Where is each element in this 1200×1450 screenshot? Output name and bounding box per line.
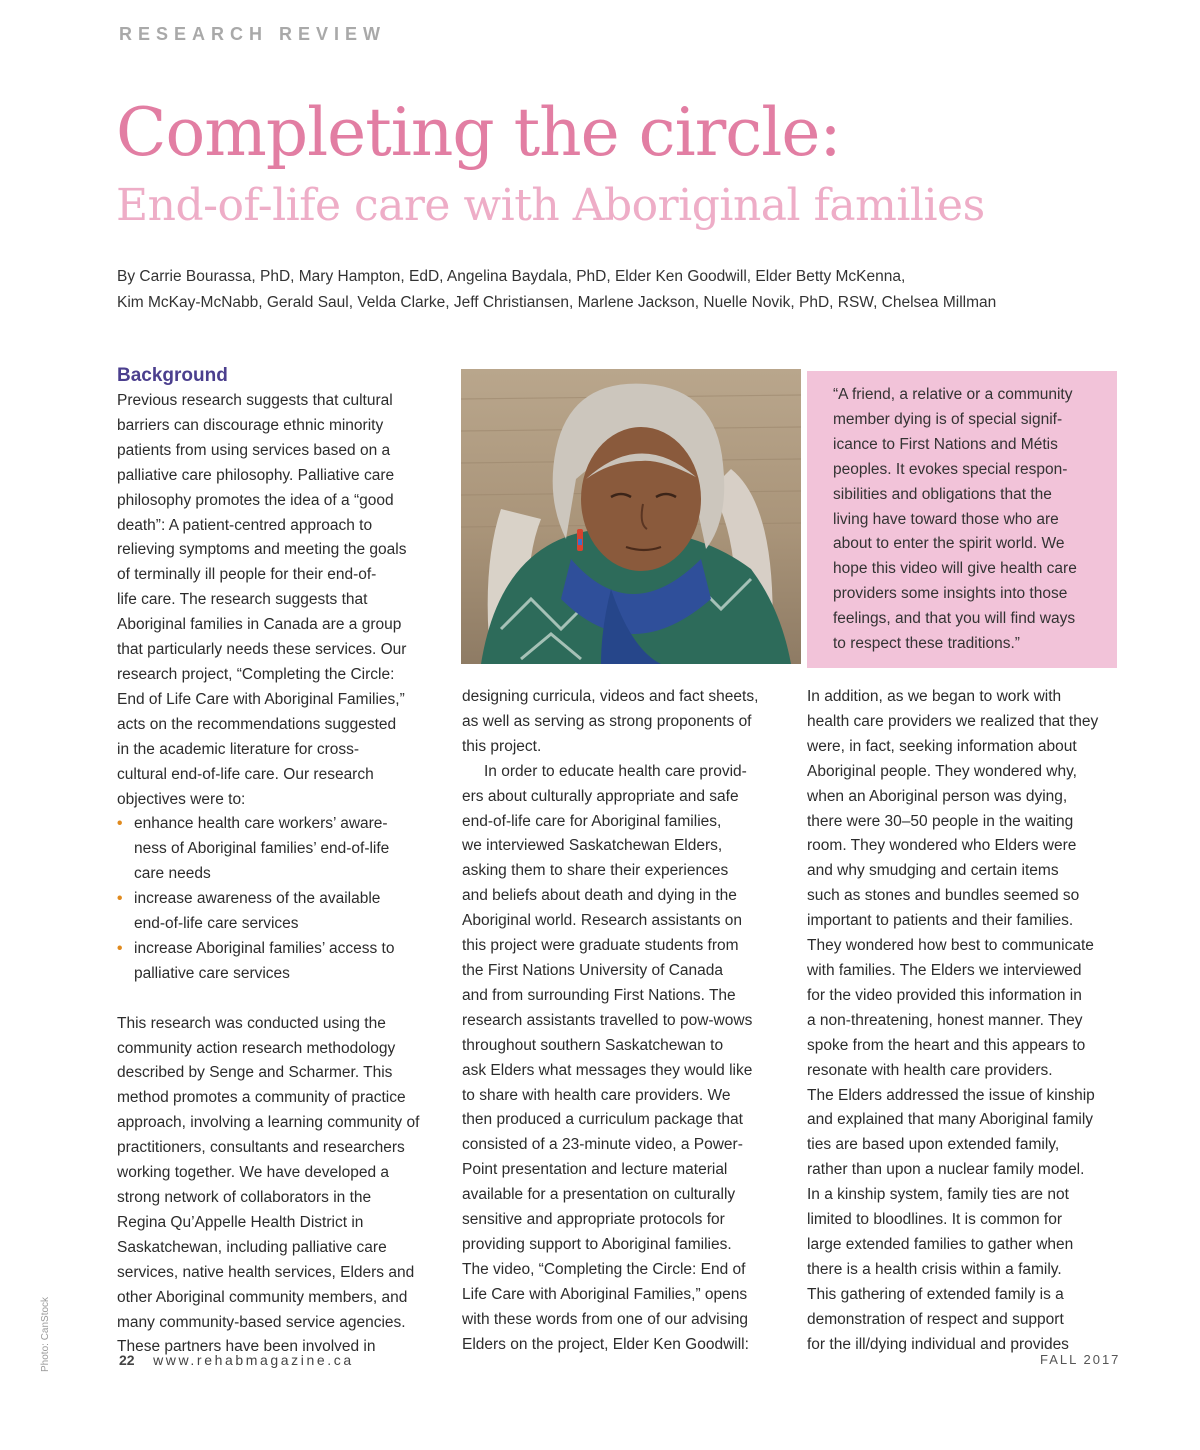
byline-line: Kim McKay-McNabb, Gerald Saul, Velda Clarke, Jeff Christiansen, Marlene Jackson, Nuelle Novik, PhD, RSW, Chelsea Millman <box>117 294 997 311</box>
text-line: strong network of collaborators in the <box>117 1188 372 1206</box>
text-line: there were 30–50 people in the waiting <box>807 812 1074 830</box>
text-line: large extended families to gather when <box>807 1235 1074 1253</box>
text-line: In addition, as we began to work with <box>807 688 1062 705</box>
text-line: throughout southern Saskatchewan to <box>462 1036 724 1054</box>
text-line: peoples. It evokes special respon- <box>833 460 1068 478</box>
text-line: to respect these traditions.” <box>833 635 1020 653</box>
bullet-icon: • <box>117 939 123 957</box>
text-line: feelings, and that you will find ways <box>833 610 1076 628</box>
text-line: death”: A patient-centred approach to <box>117 516 373 534</box>
text-line: available for a presentation on culturally <box>462 1186 736 1204</box>
text-line: with these words from one of our advising <box>462 1310 749 1328</box>
byline <box>117 264 1117 316</box>
text-line: member dying is of special signif- <box>833 410 1063 428</box>
text-line: rather than upon a nuclear family model. <box>807 1161 1085 1179</box>
bullet-icon: • <box>117 890 123 908</box>
text-line: cultural end-of-life care. Our research <box>117 765 374 783</box>
text-line: for the video provided this information in <box>807 986 1082 1004</box>
text-line: increase Aboriginal families’ access to <box>134 939 395 957</box>
text-line: hope this video will give health care <box>833 560 1077 578</box>
photo-credit: Photo: CanStock <box>40 1296 51 1372</box>
article-subtitle: End-of-life care with Aboriginal families <box>116 180 985 231</box>
text-line: other Aboriginal community members, and <box>117 1288 408 1306</box>
issue-label: FALL 2017 <box>1040 1352 1121 1367</box>
objectives-list <box>117 812 435 986</box>
text-line: They wondered how best to communicate <box>807 937 1094 955</box>
text-line: relieving symptoms and meeting the goals <box>117 541 407 559</box>
text-line: limited to bloodlines. It is common for <box>807 1211 1062 1229</box>
list-item <box>117 812 435 887</box>
text-line: end-of-life care services <box>134 915 299 933</box>
section-heading-background: Background <box>117 365 228 386</box>
text-line: increase awareness of the available <box>134 890 381 908</box>
article-title: Completing the circle: <box>116 94 841 171</box>
text-line: of terminally ill people for their end-of- <box>117 566 377 584</box>
text-line: ers about culturally appropriate and safe <box>462 787 739 805</box>
text-line: working together. We have developed a <box>117 1164 390 1182</box>
text-line: sensitive and appropriate protocols for <box>462 1211 725 1229</box>
text-line: method promotes a community of practice <box>117 1089 406 1107</box>
text-line: this project. <box>462 737 542 755</box>
footer-left <box>119 1352 354 1368</box>
text-line: research project, “Completing the Circle: <box>117 665 395 683</box>
text-line: Point presentation and lecture material <box>462 1161 728 1179</box>
text-line: Saskatchewan, including palliative care <box>117 1238 387 1256</box>
text-line: room. They wondered who Elders were <box>807 837 1077 855</box>
text-line: sibilities and obligations that the <box>833 485 1052 503</box>
text-line: approach, involving a learning community of <box>117 1114 420 1132</box>
bullet-icon: • <box>117 815 123 833</box>
text-line: Life Care with Aboriginal Families,” opens <box>462 1285 748 1303</box>
text-line: enhance health care workers’ aware- <box>134 815 388 833</box>
page-number: 22 <box>119 1352 135 1368</box>
text-line: patients from using services based on a <box>117 441 391 459</box>
text-line: ties are based upon extended family, <box>807 1136 1060 1154</box>
text-line: palliative care services <box>134 964 290 982</box>
text-line: life care. The research suggests that <box>117 591 368 609</box>
text-line: many community-based service agencies. <box>117 1313 406 1331</box>
text-line: this project were graduate students from <box>462 937 739 955</box>
text-line: In order to educate health care provid- <box>484 762 747 780</box>
text-line: ness of Aboriginal families’ end-of-life <box>134 840 390 858</box>
text-line: such as stones and bundles seemed so <box>807 887 1080 905</box>
text-line: the First Nations University of Canada <box>462 961 724 979</box>
text-line: This research was conducted using the <box>117 1014 386 1032</box>
text-line: icance to First Nations and Métis <box>833 435 1058 453</box>
pull-quote <box>807 371 1117 668</box>
text-line: living have toward those who are <box>833 510 1059 528</box>
section-label: RESEARCH REVIEW <box>119 24 387 44</box>
elder-portrait-image <box>461 369 801 664</box>
list-item <box>117 937 435 987</box>
text-line: demonstration of respect and support <box>807 1310 1064 1328</box>
list-item <box>117 887 435 937</box>
text-line: with families. The Elders we interviewed <box>807 961 1082 979</box>
text-line: research assistants travelled to pow-wows <box>462 1011 753 1029</box>
text-line: asking them to share their experiences <box>462 862 729 880</box>
text-line: The video, “Completing the Circle: End of <box>462 1260 746 1278</box>
text-line: Aboriginal families in Canada are a group <box>117 616 402 634</box>
col1-paragraph-a <box>117 389 435 812</box>
col1-paragraph-b <box>117 1012 435 1361</box>
text-line: acts on the recommendations suggested <box>117 715 397 733</box>
text-line: End of Life Care with Aboriginal Families,” <box>117 690 405 708</box>
text-line: ask Elders what messages they would like <box>462 1061 753 1079</box>
text-line: spoke from the heart and this appears to <box>807 1036 1086 1054</box>
text-line: Aboriginal people. They wondered why, <box>807 762 1077 780</box>
text-line: and why smudging and certain items <box>807 862 1059 880</box>
text-line: In a kinship system, family ties are not <box>807 1186 1069 1204</box>
text-line: to share with health care providers. We <box>462 1086 731 1104</box>
text-line: philosophy promotes the idea of a “good <box>117 491 394 509</box>
text-line: we interviewed Saskatchewan Elders, <box>462 837 723 855</box>
text-line: The Elders addressed the issue of kinship <box>807 1086 1095 1104</box>
text-line: and beliefs about death and dying in the <box>462 887 737 905</box>
text-line: there is a health crisis within a family. <box>807 1260 1062 1278</box>
website-link[interactable]: www.rehabmagazine.ca <box>153 1352 354 1368</box>
column-3 <box>807 685 1127 1357</box>
text-line: community action research methodology <box>117 1039 396 1057</box>
text-line: were, in fact, seeking information about <box>807 737 1077 755</box>
text-line: practitioners, consultants and researchers <box>117 1139 405 1157</box>
text-line: Aboriginal world. Research assistants on <box>462 912 742 930</box>
text-line: about to enter the spirit world. We <box>833 535 1065 553</box>
text-line: that particularly needs these services. Our <box>117 641 407 659</box>
text-line: palliative care philosophy. Palliative care <box>117 466 395 484</box>
text-line: barriers can discourage ethnic minority <box>117 416 384 434</box>
text-line: objectives were to: <box>117 790 246 808</box>
text-line: providers some insights into those <box>833 585 1068 603</box>
text-line: care needs <box>134 865 211 883</box>
text-line: a non-threatening, honest manner. They <box>807 1011 1083 1029</box>
column-2 <box>462 685 782 1357</box>
text-line: end-of-life care for Aboriginal families, <box>462 812 722 830</box>
text-line: These partners have been involved in <box>117 1338 376 1356</box>
elder-photo <box>461 369 801 664</box>
text-line: and from surrounding First Nations. The <box>462 986 736 1004</box>
text-line: as well as serving as strong proponents of <box>462 712 752 730</box>
text-line: Previous research suggests that cultural <box>117 392 393 409</box>
column-1 <box>117 364 435 1360</box>
text-line: and explained that many Aboriginal family <box>807 1111 1094 1129</box>
text-line: resonate with health care providers. <box>807 1061 1053 1079</box>
text-line: health care providers we realized that they <box>807 712 1099 730</box>
byline-line: By Carrie Bourassa, PhD, Mary Hampton, EdD, Angelina Baydala, PhD, Elder Ken Goodwill, Elder Betty McKenna, <box>117 268 906 285</box>
text-line: designing curricula, videos and fact sheets, <box>462 688 759 705</box>
text-line: consisted of a 23-minute video, a Power- <box>462 1136 743 1154</box>
text-line: described by Senge and Scharmer. This <box>117 1064 393 1082</box>
text-line: in the academic literature for cross- <box>117 740 360 758</box>
text-line: services, native health services, Elders and <box>117 1263 415 1281</box>
text-line: Elders on the project, Elder Ken Goodwill: <box>462 1335 749 1353</box>
text-line: when an Aboriginal person was dying, <box>807 787 1068 805</box>
text-line: then produced a curriculum package that <box>462 1111 743 1129</box>
text-line: providing support to Aboriginal families. <box>462 1235 732 1253</box>
text-line: “A friend, a relative or a community <box>833 386 1073 403</box>
text-line: Regina Qu’Appelle Health District in <box>117 1213 364 1231</box>
text-line: important to patients and their families. <box>807 912 1074 930</box>
text-line: This gathering of extended family is a <box>807 1285 1064 1303</box>
text-line: for the ill/dying individual and provides <box>807 1335 1069 1353</box>
